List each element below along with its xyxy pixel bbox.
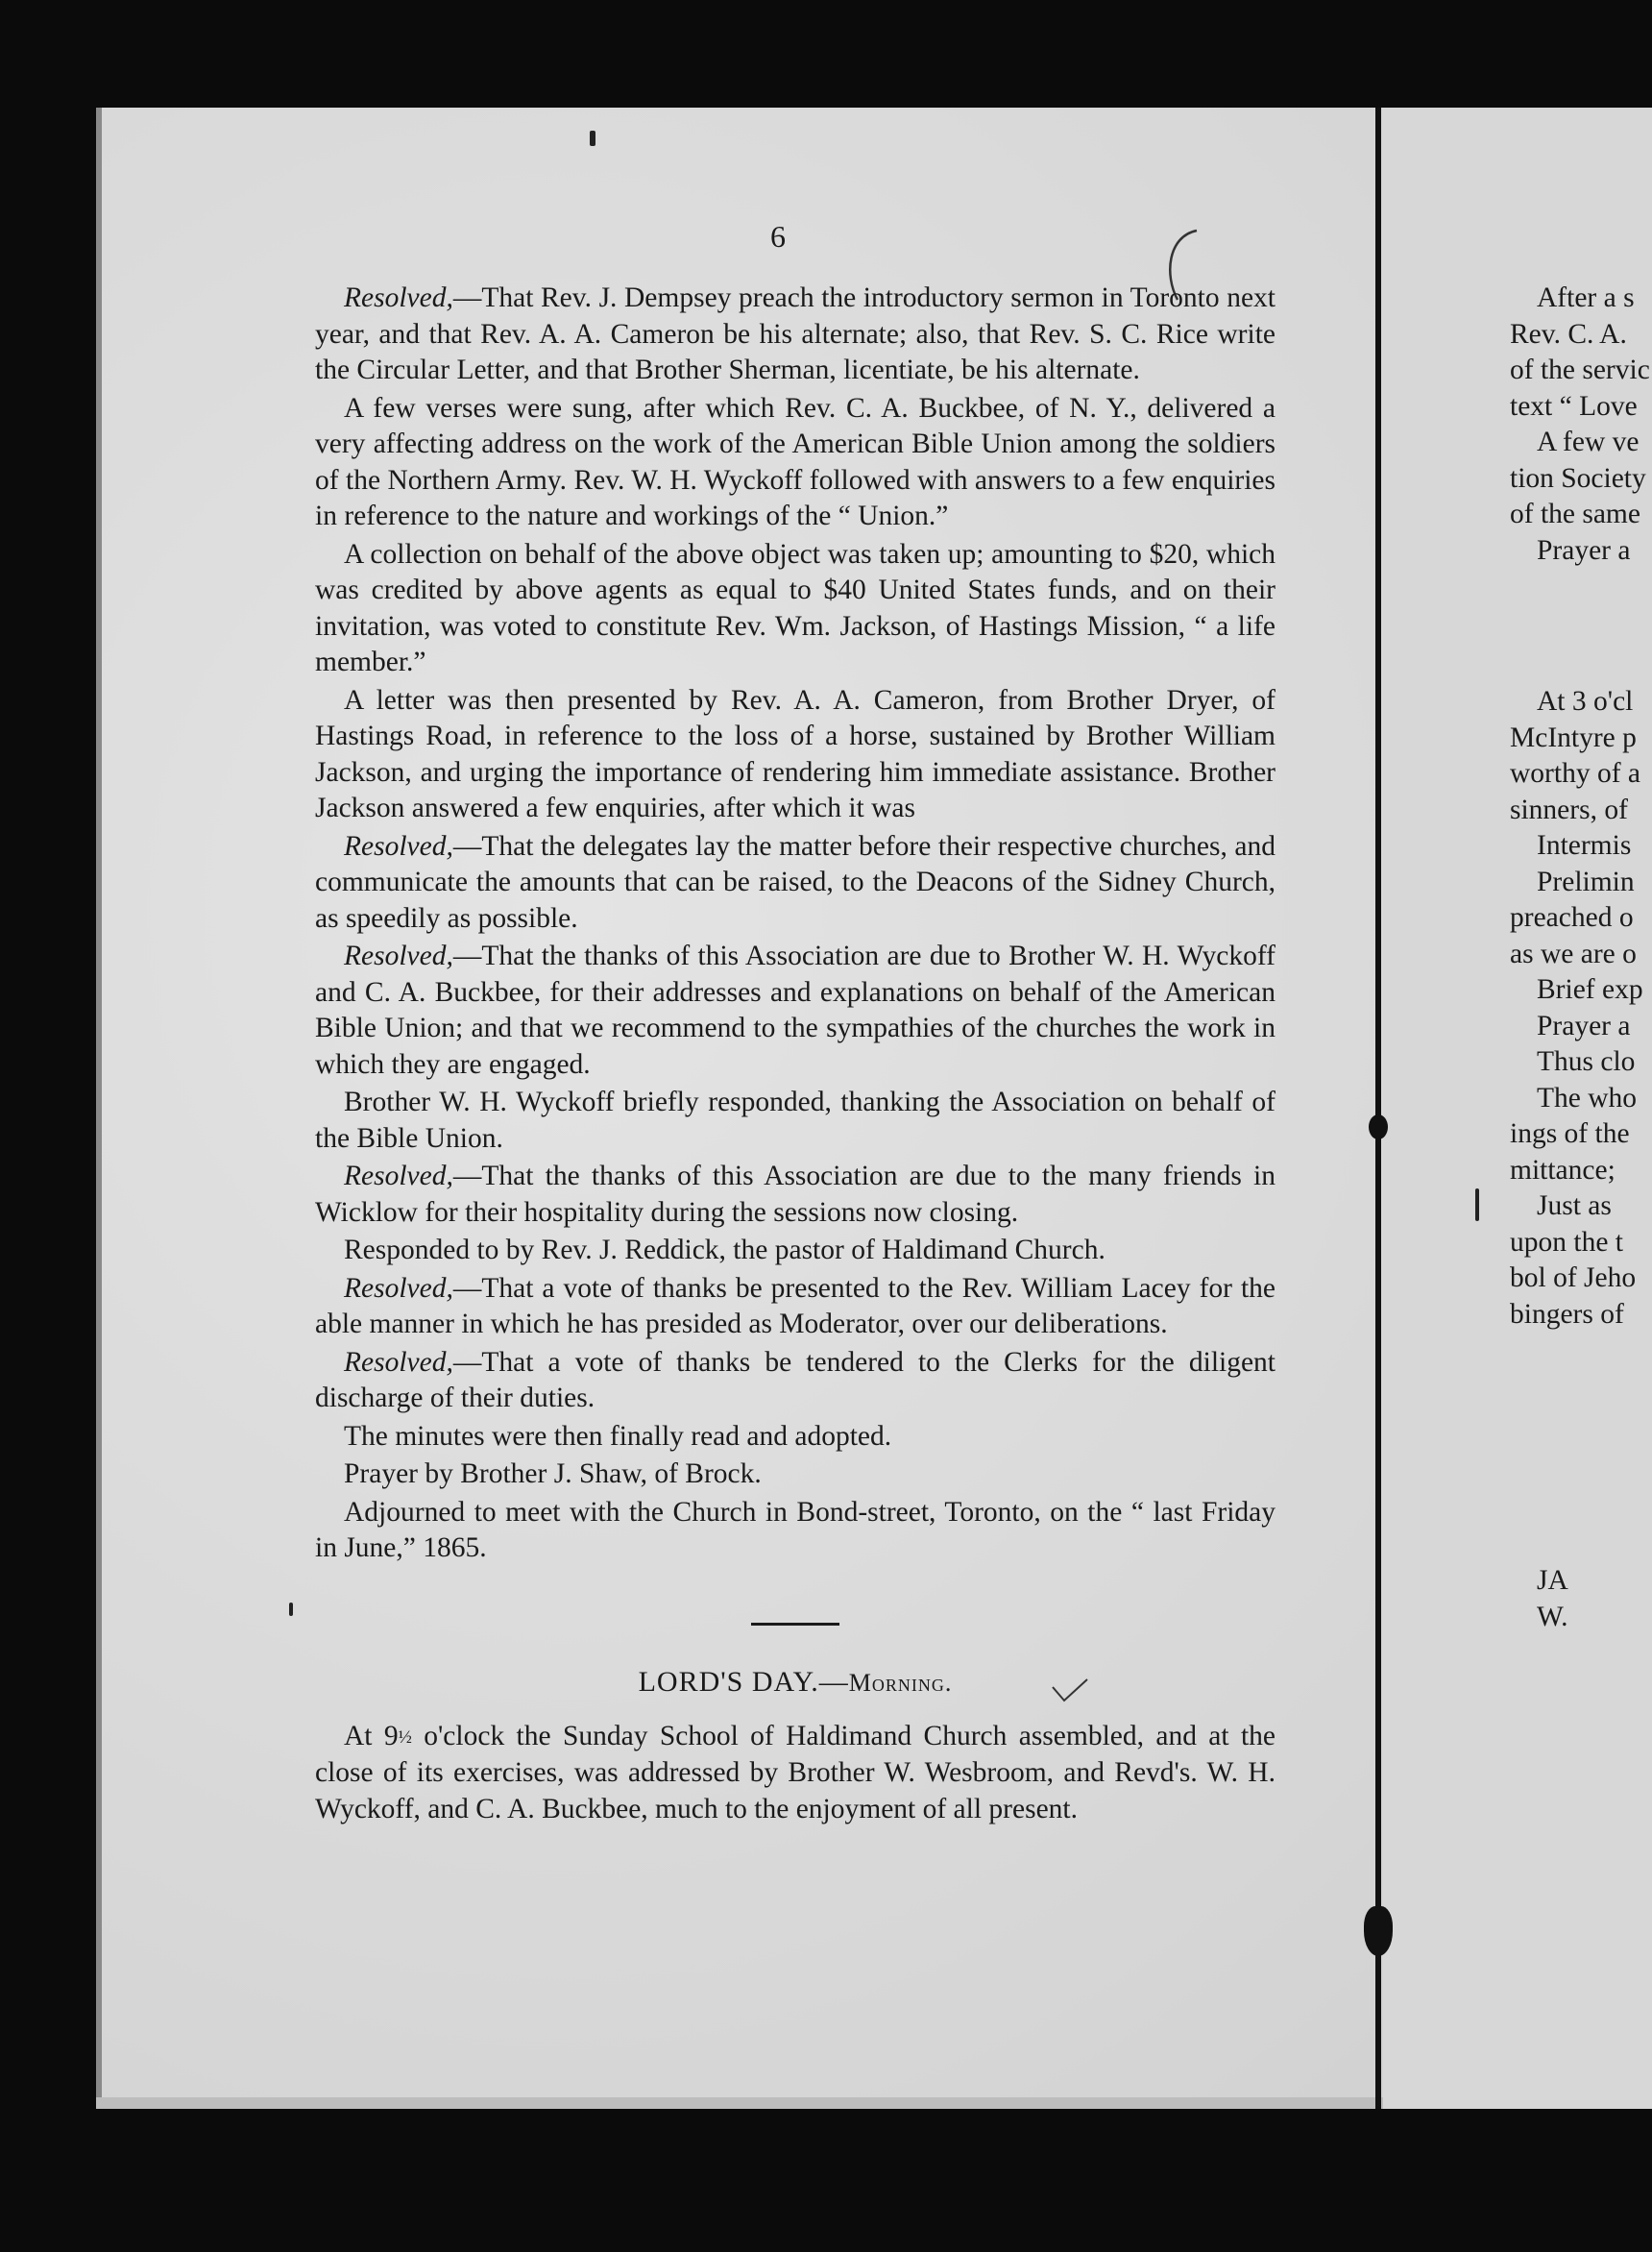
ink-speck bbox=[590, 131, 595, 146]
paragraph bbox=[315, 537, 1275, 681]
facing-line: upon the t bbox=[1510, 1226, 1623, 1258]
paragraph-text: Responded to by Rev. J. Reddick, the pastor of Haldimand Church. bbox=[344, 1235, 1105, 1265]
paragraph-text: —That a vote of thanks be presented to the Rev. William Lacey for the able manner in which he has presided as Moderator, over our deliberations. bbox=[315, 1272, 1275, 1339]
paragraph bbox=[315, 1159, 1275, 1231]
book-gutter bbox=[1375, 108, 1381, 2109]
facing-line: mittance; bbox=[1510, 1154, 1616, 1186]
facing-gap bbox=[1510, 1333, 1652, 1448]
paragraph-text: —That the thanks of this Association are due to Brother W. H. Wyckoff and C. A. Buckbee, for their addresses and explanations on behalf of the American Bible Union; and that we recommend to the sympathies of the churches the work in which they are engaged. bbox=[315, 941, 1275, 1080]
facing-line: McIntyre p bbox=[1510, 722, 1637, 753]
paragraph-text: —That Rev. J. Dempsey preach the introductory sermon in Toronto next year, and that Rev. A. A. Cameron be his alternate; also, that Rev. S. C. Rice write the Circular Letter, and that Brother Sherman, licentiate, be his alternate. bbox=[315, 282, 1275, 385]
paragraph bbox=[315, 1456, 1275, 1493]
paragraph bbox=[315, 1345, 1275, 1417]
resolved-label: Resolved, bbox=[344, 1161, 453, 1191]
page-number: 6 bbox=[770, 219, 786, 254]
paragraph bbox=[315, 1233, 1275, 1269]
section-heading bbox=[315, 1664, 1275, 1701]
facing-gap bbox=[1510, 1448, 1652, 1563]
facing-line: of the same bbox=[1510, 499, 1640, 529]
heading-small-caps: Morning. bbox=[848, 1669, 953, 1697]
paragraph-text: Brother W. H. Wyckoff briefly responded, thanking the Association on behalf of the Bible Union. bbox=[315, 1087, 1275, 1154]
paragraph bbox=[315, 1271, 1275, 1343]
paragraph-text: —That a vote of thanks be tendered to the Clerks for the diligent discharge of their duties. bbox=[315, 1346, 1275, 1413]
paragraph-text: —That the delegates lay the matter before their respective churches, and communicate the amounts that can be raised, to the Deacons of the Sidney Church, as speedily as possible. bbox=[315, 830, 1275, 934]
paragraph-text: A collection on behalf of the above object was taken up; amounting to $20, which was credited by above agents as equal to $40 United States funds, and on their invitation, was voted to constitute Rev. Wm. Jackson, of Hastings Mission, “ a life member.” bbox=[315, 538, 1275, 677]
fraction: ½ bbox=[398, 1726, 412, 1748]
paragraph bbox=[315, 939, 1275, 1083]
paragraph-text: A few verses were sung, after which Rev. C. A. Buckbee, of N. Y., delivered a very affecting address on the work of the American Bible Union among the soldiers of the Northern Army. Rev. W. H. Wyckoff followed with answers to a few enquiries in reference to the nature and workings of the “ Union.” bbox=[315, 392, 1275, 531]
paragraph-text: Prayer by Brother J. Shaw, of Brock. bbox=[344, 1458, 762, 1489]
facing-line: tion Society bbox=[1510, 462, 1646, 494]
paragraph-text: At 9 bbox=[344, 1720, 399, 1751]
facing-line: worthy of a bbox=[1510, 758, 1640, 789]
facing-line: JA bbox=[1537, 1565, 1568, 1596]
facing-line: Brief exp bbox=[1537, 974, 1643, 1005]
paragraph bbox=[315, 1085, 1275, 1157]
facing-page-text bbox=[1510, 281, 1652, 1635]
ink-speck bbox=[289, 1603, 293, 1616]
resolved-label: Resolved, bbox=[344, 282, 453, 313]
facing-line: of the servic bbox=[1510, 355, 1650, 385]
facing-line: Prelimin bbox=[1537, 866, 1635, 897]
facing-line: Prayer a bbox=[1537, 534, 1631, 566]
paragraph bbox=[315, 281, 1275, 389]
facing-line: Prayer a bbox=[1537, 1010, 1631, 1041]
facing-line: text “ Love bbox=[1510, 390, 1638, 422]
resolved-label: Resolved, bbox=[344, 830, 453, 862]
facing-line: bol of Jeho bbox=[1510, 1262, 1637, 1293]
heading-main: LORD'S DAY.— bbox=[638, 1666, 849, 1698]
facing-line: Rev. C. A. bbox=[1510, 318, 1627, 350]
facing-line: Just as bbox=[1537, 1190, 1612, 1221]
paragraph-text: Adjourned to meet with the Church in Bond-street, Toronto, on the “ last Friday in June,” 1865. bbox=[315, 1496, 1275, 1563]
facing-line: preached o bbox=[1510, 902, 1634, 933]
paragraph bbox=[315, 683, 1275, 827]
paragraph bbox=[315, 829, 1275, 938]
facing-line: bingers of bbox=[1510, 1298, 1624, 1330]
facing-line: Intermis bbox=[1537, 830, 1632, 861]
ink-speck bbox=[1475, 1188, 1479, 1221]
paragraph-text: —That the thanks of this Association are due to the many friends in Wicklow for their hospitality during the sessions now closing. bbox=[315, 1161, 1275, 1228]
facing-line: A few ve bbox=[1537, 427, 1640, 457]
facing-line: Thus clo bbox=[1537, 1046, 1636, 1077]
facing-gap bbox=[1510, 569, 1652, 684]
divider-rule bbox=[751, 1623, 839, 1626]
resolved-label: Resolved, bbox=[344, 1272, 453, 1304]
facing-line: At 3 o'cl bbox=[1537, 686, 1634, 717]
page-left-edge bbox=[96, 108, 102, 2109]
paragraph bbox=[315, 1719, 1275, 1828]
paragraph bbox=[315, 391, 1275, 535]
paragraph-text: The minutes were then finally read and adopted. bbox=[344, 1420, 892, 1452]
paragraph-text: o'clock the Sunday School of Haldimand Church assembled, and at the close of its exercises, was addressed by Brother W. Wesbroom, and Revd's. W. H. Wyckoff, and C. A. Buckbee, much to the enjoyment of all present. bbox=[315, 1720, 1275, 1824]
gutter-blot-top bbox=[1369, 1114, 1388, 1139]
gutter-blot-bottom bbox=[1364, 1906, 1393, 1956]
facing-line: sinners, of bbox=[1510, 794, 1628, 825]
paragraph bbox=[315, 1495, 1275, 1567]
facing-line: ings of the bbox=[1510, 1118, 1630, 1149]
paragraph-text: A letter was then presented by Rev. A. A. Cameron, from Brother Dryer, of Hastings Road, in reference to the loss of a horse, sustained by Brother William Jackson, and urging the importance of rendering him immediate assistance. Brother Jackson answered a few enquiries, after which it was bbox=[315, 684, 1275, 823]
section-divider bbox=[315, 1600, 1275, 1636]
resolved-label: Resolved, bbox=[344, 1346, 453, 1378]
left-column-text bbox=[315, 281, 1275, 1829]
resolved-label: Resolved, bbox=[344, 941, 453, 971]
facing-line: W. bbox=[1537, 1601, 1568, 1632]
paragraph bbox=[315, 1419, 1275, 1456]
facing-line: The who bbox=[1537, 1082, 1638, 1114]
facing-line: as we are o bbox=[1510, 938, 1637, 969]
facing-line: After a s bbox=[1537, 282, 1635, 313]
